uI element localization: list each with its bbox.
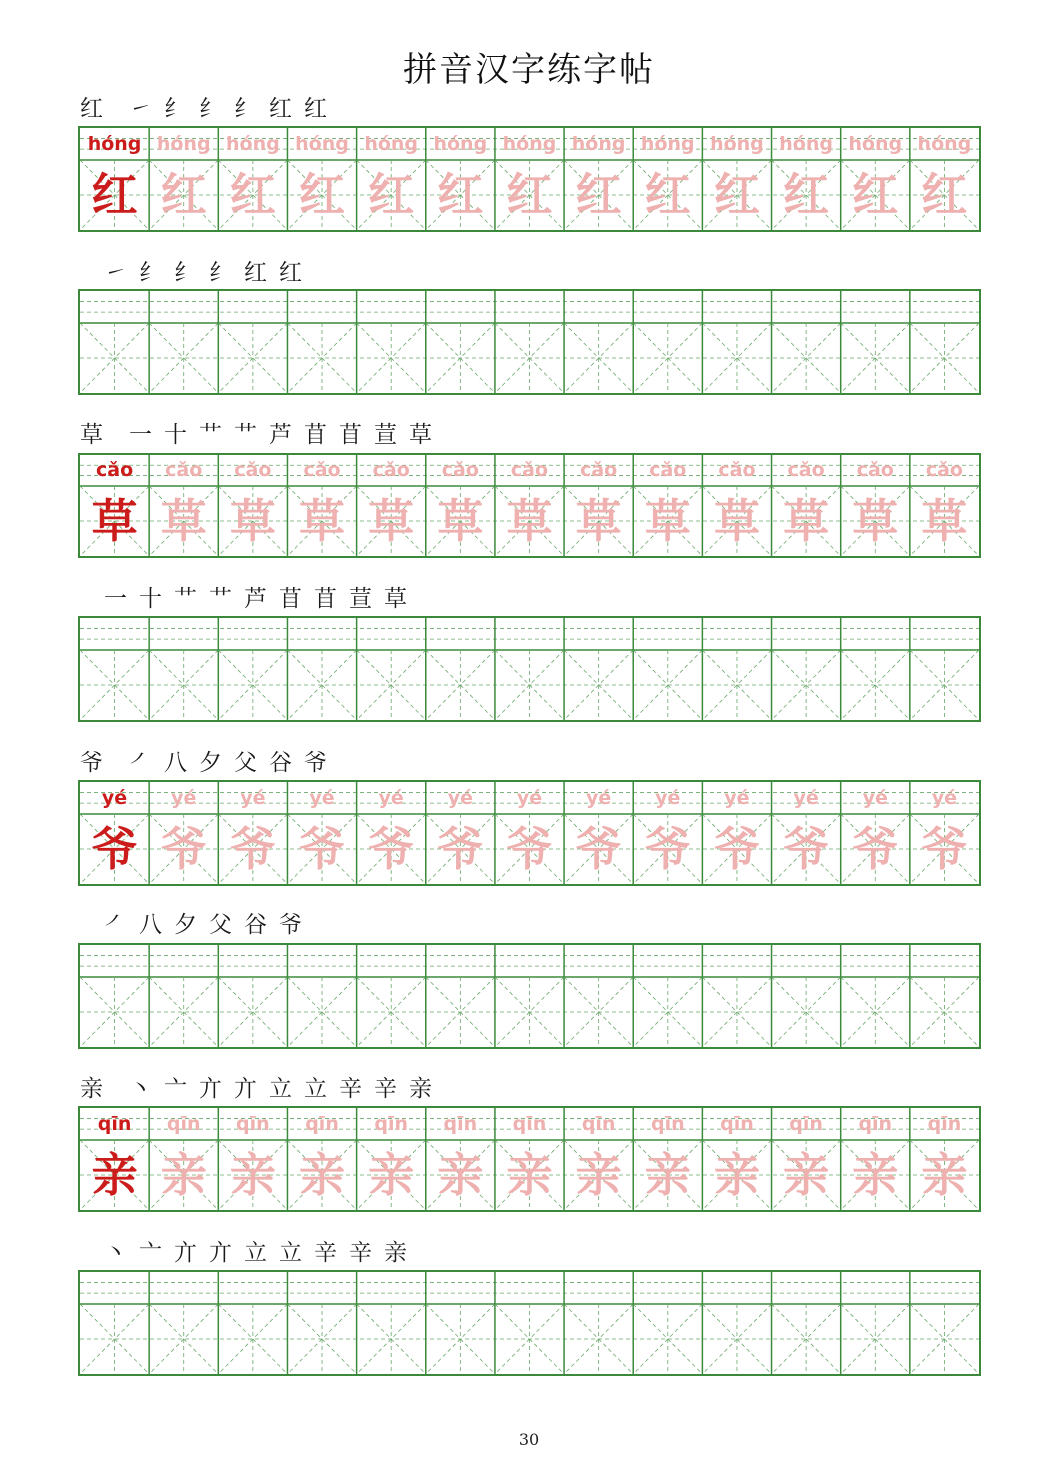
stroke-step: 苜 — [279, 586, 302, 612]
trace-character[interactable]: 草 — [852, 494, 899, 548]
stroke-step: 纟 — [174, 260, 197, 286]
trace-character[interactable]: 爷 — [506, 822, 553, 876]
grid-lines — [80, 1108, 979, 1210]
trace-character[interactable]: 草 — [644, 494, 691, 548]
stroke-step: 爷 — [304, 750, 327, 776]
trace-character[interactable]: 亲 — [644, 1148, 691, 1202]
trace-pinyin: cǎo — [234, 459, 272, 481]
trace-character[interactable]: 红 — [644, 168, 691, 222]
stroke-step: ㇒ — [129, 750, 152, 776]
stroke-step: 芦 — [269, 422, 292, 448]
trace-pinyin: cǎo — [925, 459, 963, 481]
trace-pinyin: yé — [793, 787, 819, 809]
trace-character[interactable]: 亲 — [783, 1148, 830, 1202]
stroke-order-line — [80, 1070, 438, 1106]
stroke-step: 艹 — [199, 422, 222, 448]
trace-character[interactable]: 亲 — [437, 1148, 484, 1202]
stroke-order-head: 草 — [80, 422, 103, 448]
stroke-step: 艹 — [209, 586, 232, 612]
stroke-step: 立 — [279, 1240, 302, 1266]
trace-pinyin: cǎo — [372, 459, 410, 481]
stroke-step: 十 — [139, 586, 162, 612]
trace-pinyin: cǎo — [165, 459, 203, 481]
trace-pinyin: hóng — [364, 133, 419, 155]
trace-pinyin: cǎo — [303, 459, 341, 481]
trace-character[interactable]: 亲 — [506, 1148, 553, 1202]
tracing-row — [78, 126, 981, 232]
stroke-step: 亠 — [164, 1076, 187, 1102]
page-title: 拼音汉字练字帖 — [403, 50, 655, 90]
practice-row[interactable] — [78, 616, 981, 722]
trace-pinyin: hóng — [295, 133, 349, 155]
grid-lines — [80, 455, 979, 556]
trace-character[interactable]: 亲 — [852, 1148, 899, 1202]
trace-pinyin: hóng — [848, 133, 903, 155]
trace-pinyin: hóng — [433, 133, 488, 155]
stroke-step: 芦 — [244, 586, 267, 612]
trace-character[interactable]: 亲 — [713, 1148, 760, 1202]
stroke-order-line — [98, 580, 413, 616]
trace-character[interactable]: 草 — [921, 494, 968, 548]
stroke-step: ㇀ — [129, 96, 152, 122]
trace-character[interactable]: 红 — [506, 168, 553, 222]
stroke-step: 谷 — [269, 750, 292, 776]
trace-pinyin: cǎo — [787, 459, 825, 481]
trace-pinyin: qīn — [720, 1113, 754, 1135]
trace-character[interactable]: 亲 — [160, 1148, 207, 1202]
trace-pinyin: qīn — [236, 1113, 270, 1135]
stroke-step: 红 — [269, 96, 292, 122]
stroke-order-line — [98, 1234, 413, 1270]
stroke-step: 立 — [304, 1076, 327, 1102]
trace-pinyin: yé — [862, 787, 888, 809]
stroke-step: 亣 — [209, 1240, 232, 1266]
stroke-step: 夕 — [174, 912, 197, 938]
trace-pinyin: yé — [240, 787, 266, 809]
grid-lines — [80, 128, 979, 230]
stroke-step: 艹 — [174, 586, 197, 612]
trace-character[interactable]: 亲 — [229, 1148, 276, 1202]
tracing-row — [78, 1106, 981, 1212]
model-pinyin: qīn — [97, 1113, 132, 1135]
stroke-order-head: 红 — [80, 96, 103, 122]
model-character: 草 — [91, 494, 138, 548]
trace-character[interactable]: 草 — [713, 494, 760, 548]
trace-pinyin: yé — [655, 787, 681, 809]
stroke-step: 十 — [164, 422, 187, 448]
trace-character[interactable]: 爷 — [299, 822, 346, 876]
trace-character[interactable]: 红 — [921, 168, 968, 222]
stroke-step: 红 — [304, 96, 327, 122]
stroke-step: 八 — [164, 750, 187, 776]
trace-character[interactable]: 爷 — [575, 822, 622, 876]
stroke-order-line — [98, 906, 308, 942]
trace-character[interactable]: 爷 — [713, 822, 760, 876]
grid-lines — [80, 782, 979, 884]
stroke-step: 一 — [129, 422, 152, 448]
trace-character[interactable]: 亲 — [921, 1148, 968, 1202]
stroke-step: 亲 — [384, 1240, 407, 1266]
trace-pinyin: cǎo — [580, 459, 618, 481]
stroke-step: 纟 — [234, 96, 257, 122]
stroke-step: 纟 — [164, 96, 187, 122]
trace-character[interactable]: 红 — [783, 168, 830, 222]
trace-character[interactable]: 爷 — [160, 822, 207, 876]
stroke-step: 一 — [104, 586, 127, 612]
model-pinyin: cǎo — [96, 459, 134, 481]
stroke-step: 亣 — [174, 1240, 197, 1266]
stroke-step: 八 — [139, 912, 162, 938]
tracing-row — [78, 780, 981, 886]
stroke-step: 立 — [269, 1076, 292, 1102]
trace-character[interactable]: 红 — [713, 168, 760, 222]
trace-pinyin: cǎo — [856, 459, 894, 481]
trace-character[interactable]: 爷 — [368, 822, 415, 876]
stroke-step: 亣 — [199, 1076, 222, 1102]
stroke-step: 丶 — [129, 1076, 152, 1102]
stroke-step: 夕 — [199, 750, 222, 776]
stroke-step: 红 — [244, 260, 267, 286]
trace-pinyin: qīn — [927, 1113, 962, 1135]
trace-character[interactable]: 红 — [160, 168, 207, 222]
trace-character[interactable]: 草 — [506, 494, 553, 548]
grid-lines — [80, 945, 979, 1047]
trace-character[interactable]: 红 — [575, 168, 622, 222]
trace-character[interactable]: 草 — [229, 494, 276, 548]
trace-character[interactable]: 爷 — [437, 822, 484, 876]
trace-character[interactable]: 红 — [852, 168, 899, 222]
trace-character[interactable]: 爷 — [644, 822, 691, 876]
trace-pinyin: qīn — [166, 1113, 201, 1135]
stroke-step: 辛 — [374, 1076, 397, 1102]
trace-pinyin: qīn — [581, 1113, 616, 1135]
trace-pinyin: yé — [585, 787, 612, 809]
page-number: 30 — [518, 1430, 540, 1449]
model-character: 红 — [91, 168, 138, 222]
practice-row[interactable] — [78, 943, 981, 1049]
stroke-order-line — [98, 254, 308, 290]
trace-pinyin: yé — [378, 787, 404, 809]
model-character: 爷 — [91, 822, 138, 876]
trace-pinyin: yé — [931, 787, 958, 809]
trace-pinyin: yé — [447, 787, 473, 809]
trace-character[interactable]: 红 — [437, 168, 484, 222]
stroke-step: 爷 — [279, 912, 302, 938]
stroke-step: 纟 — [139, 260, 162, 286]
stroke-step: 谷 — [244, 912, 267, 938]
model-pinyin: hóng — [87, 133, 142, 155]
stroke-step: 苜 — [314, 586, 337, 612]
trace-pinyin: qīn — [858, 1113, 893, 1135]
stroke-step: 艹 — [234, 422, 257, 448]
stroke-step: 亠 — [139, 1240, 162, 1266]
trace-pinyin: hóng — [156, 133, 211, 155]
trace-character[interactable]: 红 — [299, 168, 346, 222]
stroke-step: 亣 — [234, 1076, 257, 1102]
trace-character[interactable]: 亲 — [368, 1148, 415, 1202]
trace-pinyin: yé — [309, 787, 335, 809]
trace-character[interactable]: 草 — [783, 494, 830, 548]
stroke-step: 父 — [234, 750, 257, 776]
model-pinyin: yé — [101, 787, 128, 809]
trace-pinyin: yé — [171, 787, 197, 809]
stroke-order-line — [80, 744, 333, 780]
trace-pinyin: cǎo — [718, 459, 756, 481]
stroke-step: ㇒ — [104, 912, 127, 938]
tracing-row — [78, 453, 981, 558]
trace-pinyin: qīn — [789, 1113, 823, 1135]
stroke-step: 亲 — [409, 1076, 432, 1102]
trace-pinyin: qīn — [374, 1113, 408, 1135]
trace-pinyin: hóng — [917, 133, 972, 155]
trace-character[interactable]: 爷 — [229, 822, 276, 876]
trace-pinyin: hóng — [779, 133, 833, 155]
trace-character[interactable]: 草 — [299, 494, 346, 548]
stroke-step: 纟 — [209, 260, 232, 286]
stroke-step: 辛 — [339, 1076, 362, 1102]
stroke-order-line — [80, 90, 333, 126]
trace-pinyin: cǎo — [441, 459, 479, 481]
stroke-step: 辛 — [314, 1240, 337, 1266]
stroke-step: ㇀ — [104, 260, 127, 286]
stroke-order-head: 亲 — [80, 1076, 103, 1102]
trace-pinyin: hóng — [226, 133, 280, 155]
trace-character[interactable]: 草 — [368, 494, 415, 548]
trace-character[interactable]: 草 — [575, 494, 622, 548]
grid-lines — [80, 291, 979, 393]
model-character: 亲 — [91, 1148, 138, 1202]
trace-character[interactable]: 草 — [437, 494, 484, 548]
trace-character[interactable]: 亲 — [575, 1148, 622, 1202]
stroke-step: 苜 — [304, 422, 327, 448]
trace-pinyin: qīn — [443, 1113, 478, 1135]
trace-character[interactable]: 爷 — [852, 822, 899, 876]
stroke-step: 父 — [209, 912, 232, 938]
practice-row[interactable] — [78, 1270, 981, 1376]
practice-row[interactable] — [78, 289, 981, 395]
trace-pinyin: hóng — [571, 133, 626, 155]
grid-lines — [80, 618, 979, 720]
stroke-step: 丶 — [104, 1240, 127, 1266]
stroke-step: 苜 — [339, 422, 362, 448]
stroke-order-head: 爷 — [80, 750, 103, 776]
stroke-step: 纟 — [199, 96, 222, 122]
trace-character[interactable]: 爷 — [783, 822, 830, 876]
trace-pinyin: hóng — [502, 133, 557, 155]
trace-pinyin: hóng — [710, 133, 764, 155]
trace-pinyin: cǎo — [649, 459, 687, 481]
trace-pinyin: qīn — [650, 1113, 685, 1135]
trace-character[interactable]: 爷 — [921, 822, 968, 876]
stroke-step: 荁 — [349, 586, 372, 612]
stroke-step: 荁 — [374, 422, 397, 448]
trace-pinyin: cǎo — [510, 459, 549, 481]
stroke-step: 草 — [409, 422, 432, 448]
stroke-step: 红 — [279, 260, 302, 286]
trace-pinyin: hóng — [640, 133, 695, 155]
trace-pinyin: yé — [724, 787, 750, 809]
stroke-step: 辛 — [349, 1240, 372, 1266]
stroke-step: 立 — [244, 1240, 267, 1266]
trace-pinyin: yé — [516, 787, 543, 809]
trace-pinyin: qīn — [305, 1113, 339, 1135]
trace-character[interactable]: 红 — [229, 168, 276, 222]
trace-character[interactable]: 亲 — [299, 1148, 346, 1202]
stroke-step: 草 — [384, 586, 407, 612]
trace-character[interactable]: 草 — [160, 494, 207, 548]
grid-lines — [80, 1272, 979, 1374]
stroke-order-line — [80, 416, 438, 452]
trace-character[interactable]: 红 — [368, 168, 415, 222]
trace-pinyin: qīn — [512, 1113, 547, 1135]
